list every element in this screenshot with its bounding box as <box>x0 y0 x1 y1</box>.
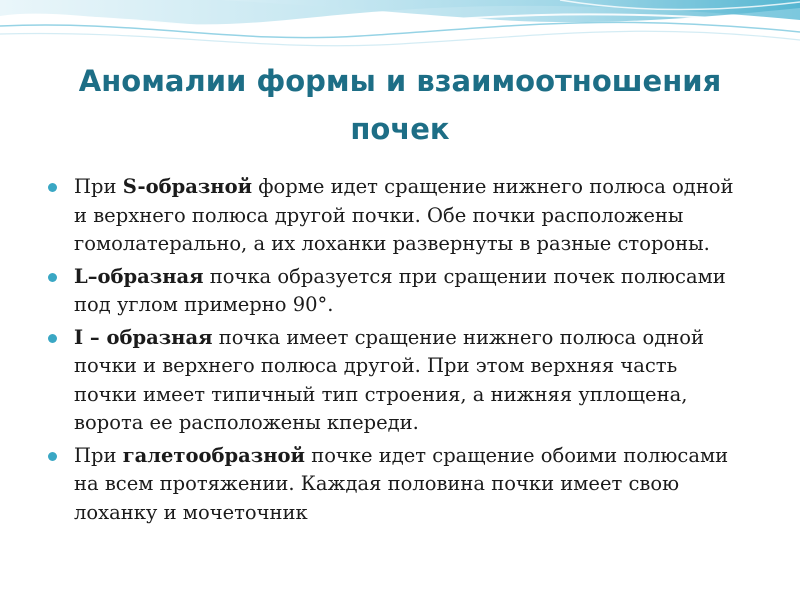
bullet-text-pre: При <box>74 175 123 198</box>
bullet-text-post: почка образуется при сращении почек полюсами под углом примерно 90°. <box>74 264 726 316</box>
bullet-term: галетообразной <box>122 443 305 467</box>
list-item <box>46 263 746 320</box>
page-title: Аномалии формы и взаимоотношения почек <box>78 64 722 146</box>
bullet-text-post: почка имеет сращение нижнего полюса одной почки и верхнего полюса другой. При этом верхняя часть почки имеет типичный тип строения, а нижняя уплощена, ворота ее расположены кпереди. <box>74 325 704 434</box>
bullet-term: S-образной <box>122 175 253 198</box>
bullet-term: I – образная <box>74 325 213 349</box>
bullet-list <box>46 173 746 531</box>
bullet-icon <box>48 334 57 343</box>
header-wave-decoration <box>0 0 800 60</box>
list-item <box>46 324 746 438</box>
bullet-text-pre: При <box>74 443 123 467</box>
bullet-icon <box>48 452 57 461</box>
bullet-text-post: форме идет сращение нижнего полюса одной и верхнего полюса другой почки. Обе почки расположены гомолатерально, а их лоханки развернуты в разные стороны. <box>74 175 734 255</box>
bullet-icon <box>48 273 57 282</box>
list-item <box>46 173 746 259</box>
bullet-text-post: почке идет сращение обоими полюсами на всем протяжении. Каждая половина почки имеет свою лоханку и мочеточник <box>74 443 729 524</box>
bullet-term: L–образная <box>74 264 204 288</box>
list-item <box>46 442 746 528</box>
bullet-icon <box>48 183 57 192</box>
